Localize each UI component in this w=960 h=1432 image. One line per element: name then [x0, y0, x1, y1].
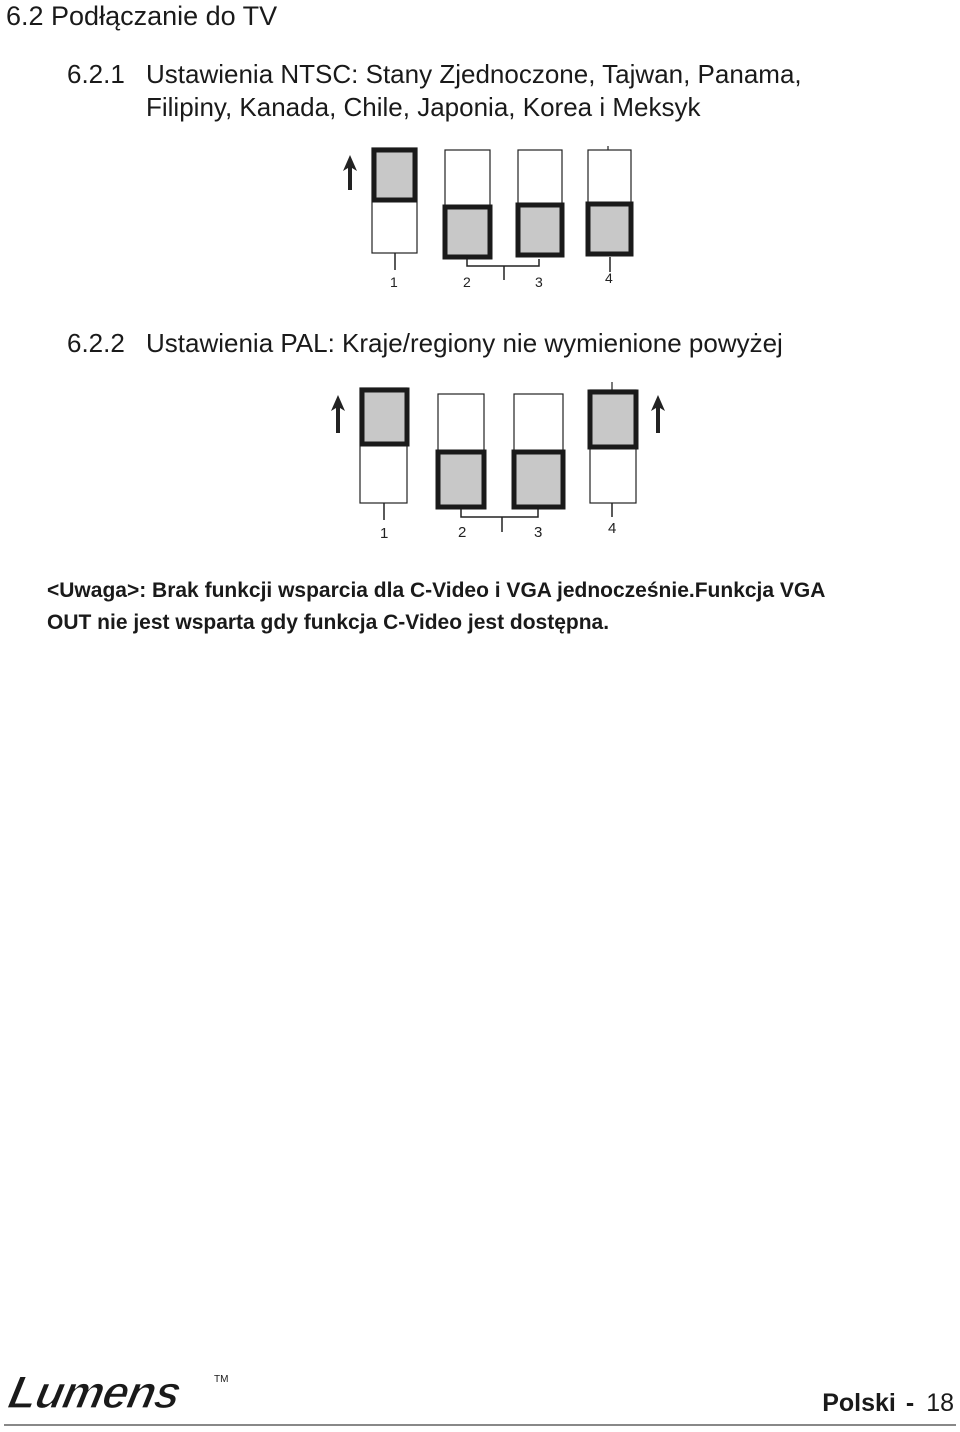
pal-bracket	[461, 509, 538, 532]
pal-switch-3	[514, 394, 563, 507]
note-line1: <Uwaga>: Brak funkcji wsparcia dla C-Video i VGA jednocześnie.Funkcja VGA	[47, 579, 826, 602]
ntsc-switch-3	[518, 150, 562, 255]
ntsc-arrow-up-icon	[343, 155, 357, 190]
logo-text: Lumens	[4, 1366, 186, 1418]
ntsc-title-line2: Filipiny, Kanada, Chile, Japonia, Korea i Meksyk	[146, 92, 701, 122]
page-number: 18	[926, 1389, 954, 1417]
pal-arrow-up-left-icon	[331, 395, 345, 433]
ntsc-switch-1	[372, 148, 417, 270]
footer-divider	[4, 1424, 956, 1426]
ntsc-label-2: 2	[463, 274, 471, 290]
pal-heading	[67, 327, 947, 363]
section-title: 6.2 Podłączanie do TV	[6, 1, 278, 31]
trademark-mark: TM	[214, 1374, 229, 1385]
pal-switch-4	[590, 382, 636, 517]
ntsc-title-line1: Ustawienia NTSC: Stany Zjednoczone, Tajwan, Panama,	[146, 59, 802, 89]
pal-arrow-up-right-icon	[651, 395, 665, 433]
ntsc-switch-4	[588, 146, 631, 272]
note-line2: OUT nie jest wsparta gdy funkcja C-Video jest dostępna.	[47, 611, 610, 634]
ntsc-dip-switch-diagram	[330, 140, 650, 295]
ntsc-heading	[67, 58, 947, 128]
pal-switch-2	[438, 394, 484, 507]
pal-label-4: 4	[608, 520, 617, 537]
ntsc-switch-2	[445, 150, 490, 257]
pal-switch-1	[360, 388, 407, 520]
pal-label-1: 1	[380, 525, 389, 542]
lumens-logo	[4, 1362, 244, 1418]
footer-language: Polski	[822, 1389, 896, 1417]
ntsc-number: 6.2.1	[67, 59, 125, 89]
pal-number: 6.2.2	[67, 328, 125, 358]
footer-separator: -	[905, 1389, 915, 1417]
page-footer-label	[822, 1388, 954, 1418]
ntsc-label-3: 3	[535, 274, 543, 290]
pal-label-2: 2	[458, 524, 467, 541]
pal-title: Ustawienia PAL: Kraje/regiony nie wymienione powyżej	[146, 328, 783, 358]
ntsc-bracket	[467, 259, 539, 280]
ntsc-label-4: 4	[605, 270, 613, 286]
note-block	[47, 575, 952, 639]
pal-label-3: 3	[534, 524, 543, 541]
pal-dip-switch-diagram	[320, 380, 680, 545]
ntsc-label-1: 1	[390, 274, 398, 290]
